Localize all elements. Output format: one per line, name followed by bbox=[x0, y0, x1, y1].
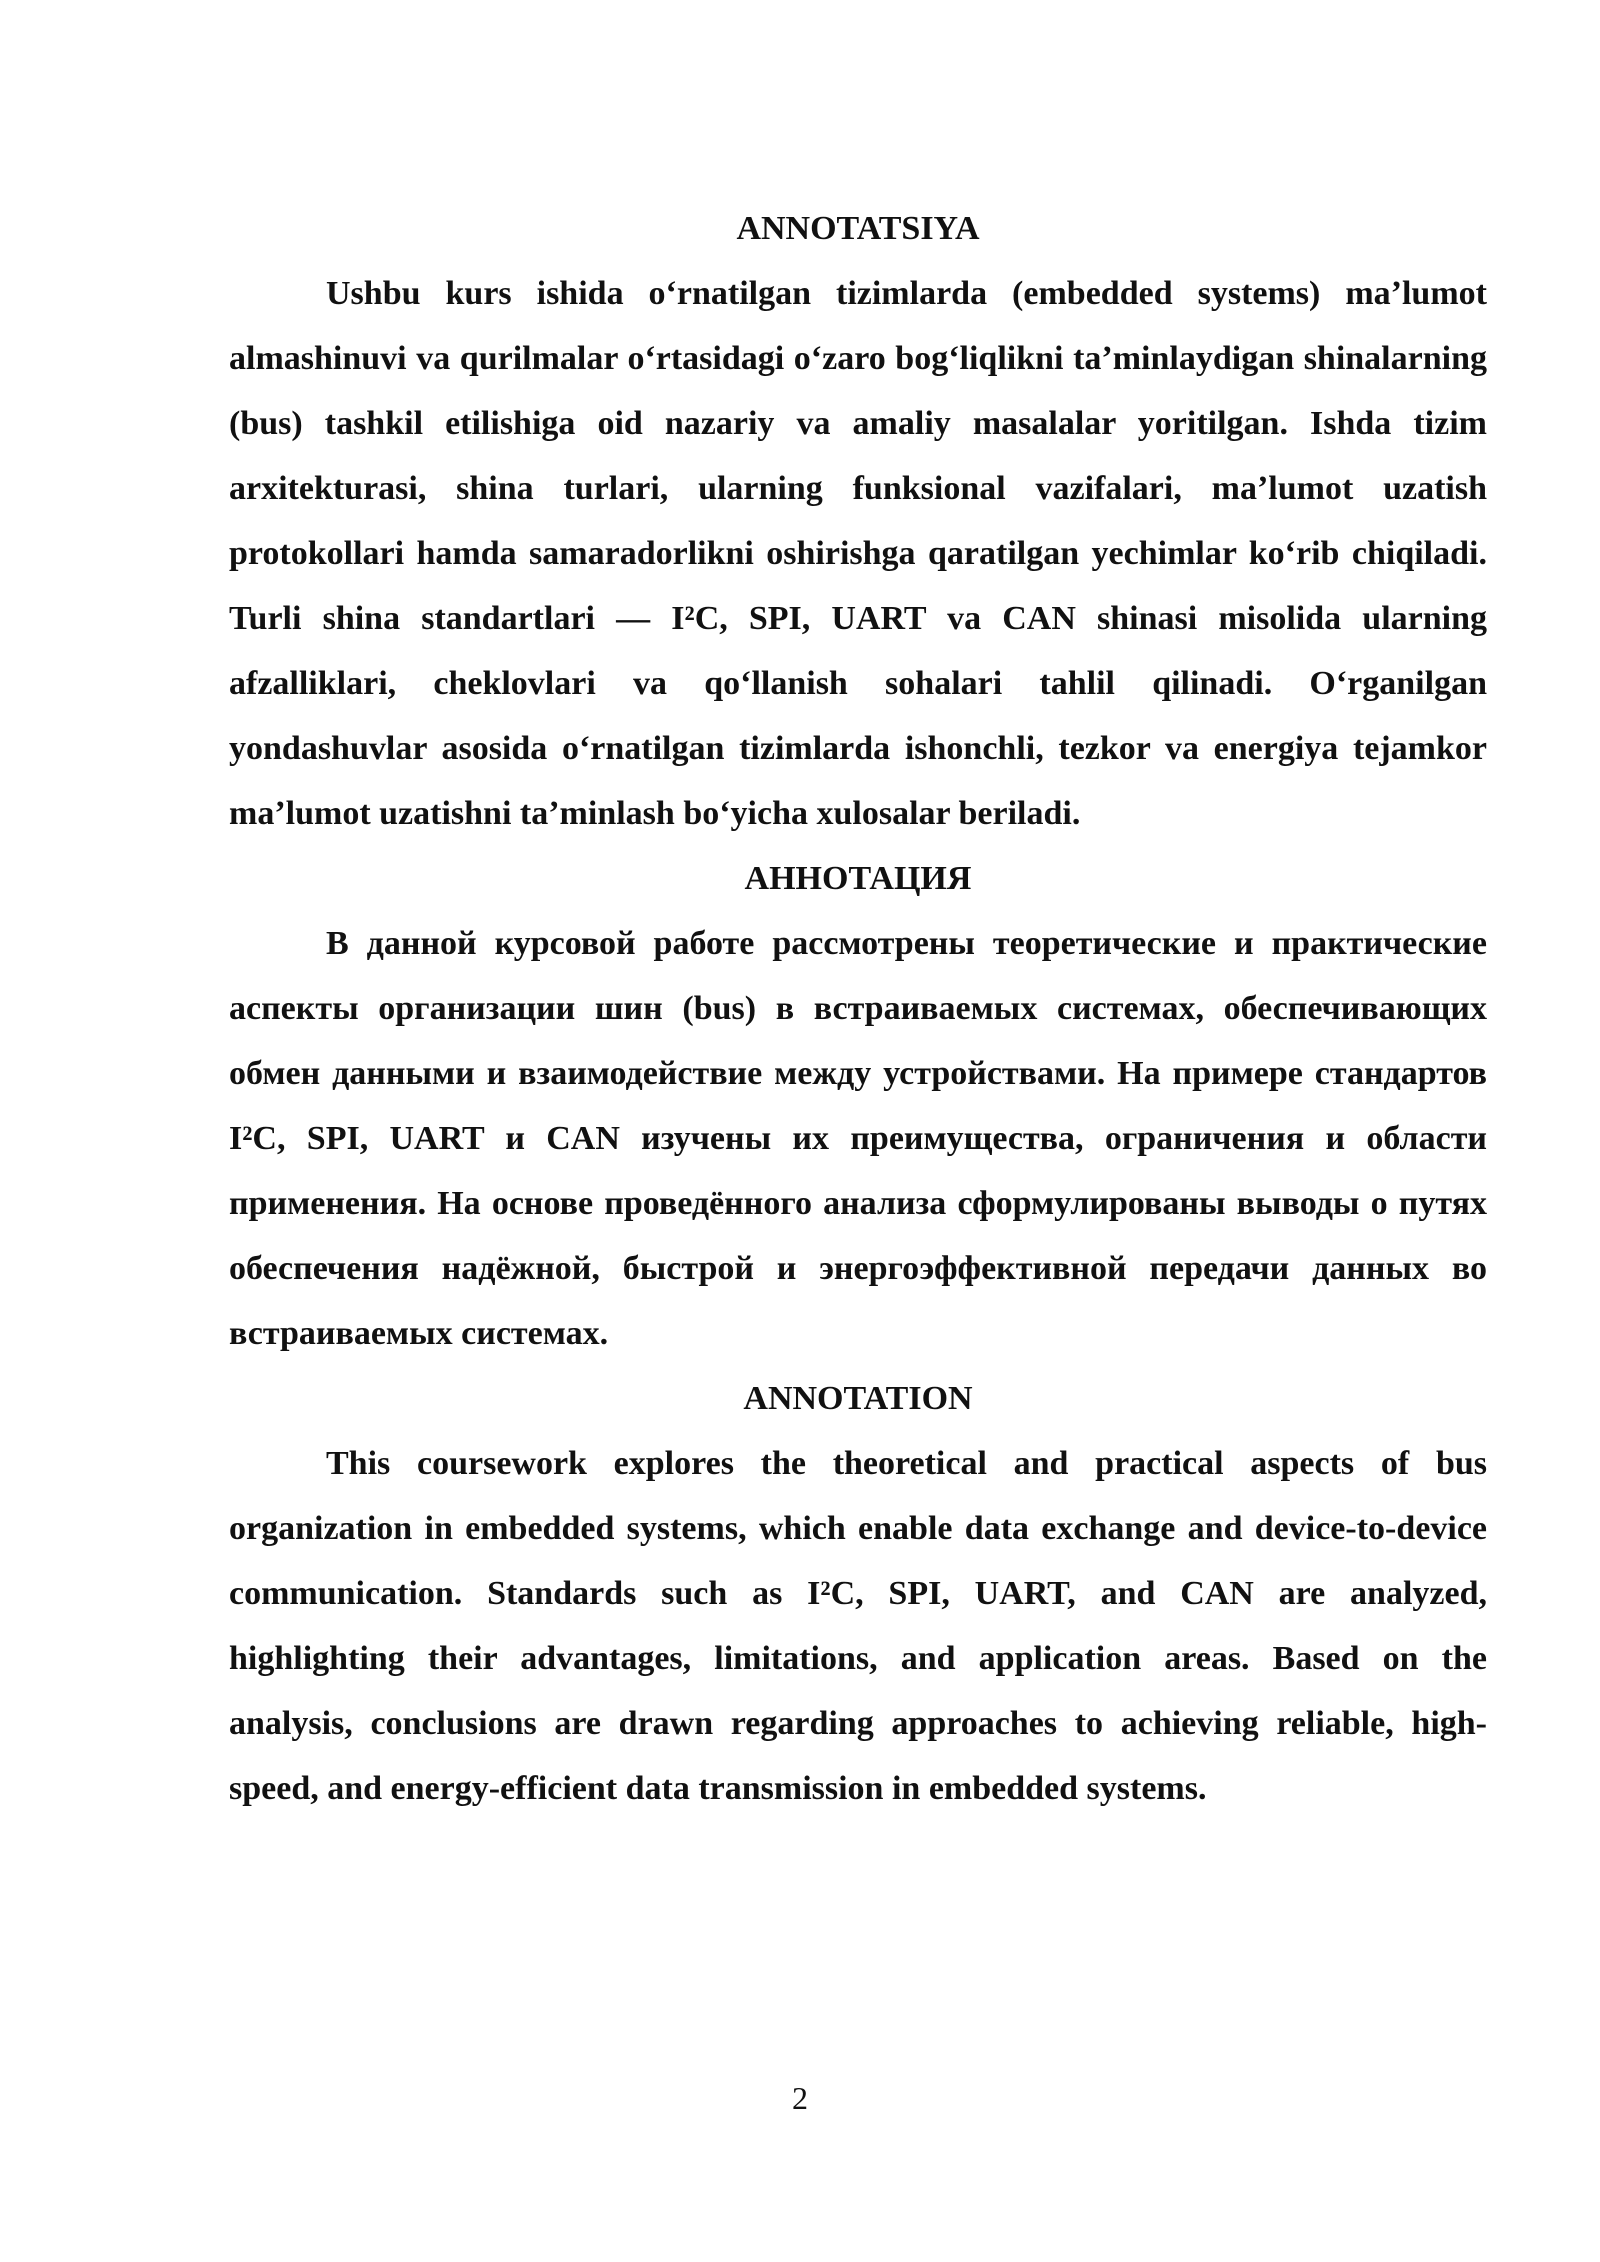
document-page bbox=[229, 196, 1487, 1821]
abstract-uzbek: Ushbu kurs ishida oʻrnatilgan tizimlarda (embedded systems) maʼlumot almashinuvi va qurilmalar oʻrtasidagi oʻzaro bogʻliqlikni taʼminlaydigan shinalarning (bus) tashkil etilishiga oid nazariy va amaliy masalalar yoritilgan. Ishda tizim arxitekturasi, shina turlari, ularning funksional vazifalari, maʼlumot uzatish protokollari hamda samaradorlikni oshirishga qaratilgan yechimlar koʻrib chiqiladi. Turli shina standartlari — I²C, SPI, UART va CAN shinasi misolida ularning afzalliklari, cheklovlari va qoʻllanish sohalari tahlil qilinadi. Oʻrganilgan yondashuvlar asosida oʻrnatilgan tizimlarda ishonchli, tezkor va energiya tejamkor maʼlumot uzatishni taʼminlash boʻyicha xulosalar beriladi. bbox=[229, 275, 1487, 832]
heading-english: ANNOTATION bbox=[743, 1380, 973, 1417]
abstract-english: This coursework explores the theoretical and practical aspects of bus organization in embedded systems, which enable data exchange and device-to-device communication. Standards such as I²C, SPI, UART, and CAN are analyzed, highlighting their advantages, limitations, and application areas. Based on the analysis, conclusions are drawn regarding approaches to achieving reliable, high-speed, and energy-efficient data transmission in embedded systems. bbox=[229, 1445, 1487, 1807]
heading-uzbek: ANNOTATSIYA bbox=[736, 210, 980, 247]
abstract-russian: В данной курсовой работе рассмотрены теоретические и практические аспекты организации шин (bus) в встраиваемых системах, обеспечивающих обмен данными и взаимодействие между устройствами. На примере стандартов I²C, SPI, UART и CAN изучены их преимущества, ограничения и области применения. На основе проведённого анализа сформулированы выводы о путях обеспечения надёжной, быстрой и энергоэффективной передачи данных во встраиваемых системах. bbox=[229, 925, 1487, 1352]
heading-russian: АННОТАЦИЯ bbox=[744, 860, 972, 897]
page-number: 2 bbox=[792, 2080, 808, 2116]
